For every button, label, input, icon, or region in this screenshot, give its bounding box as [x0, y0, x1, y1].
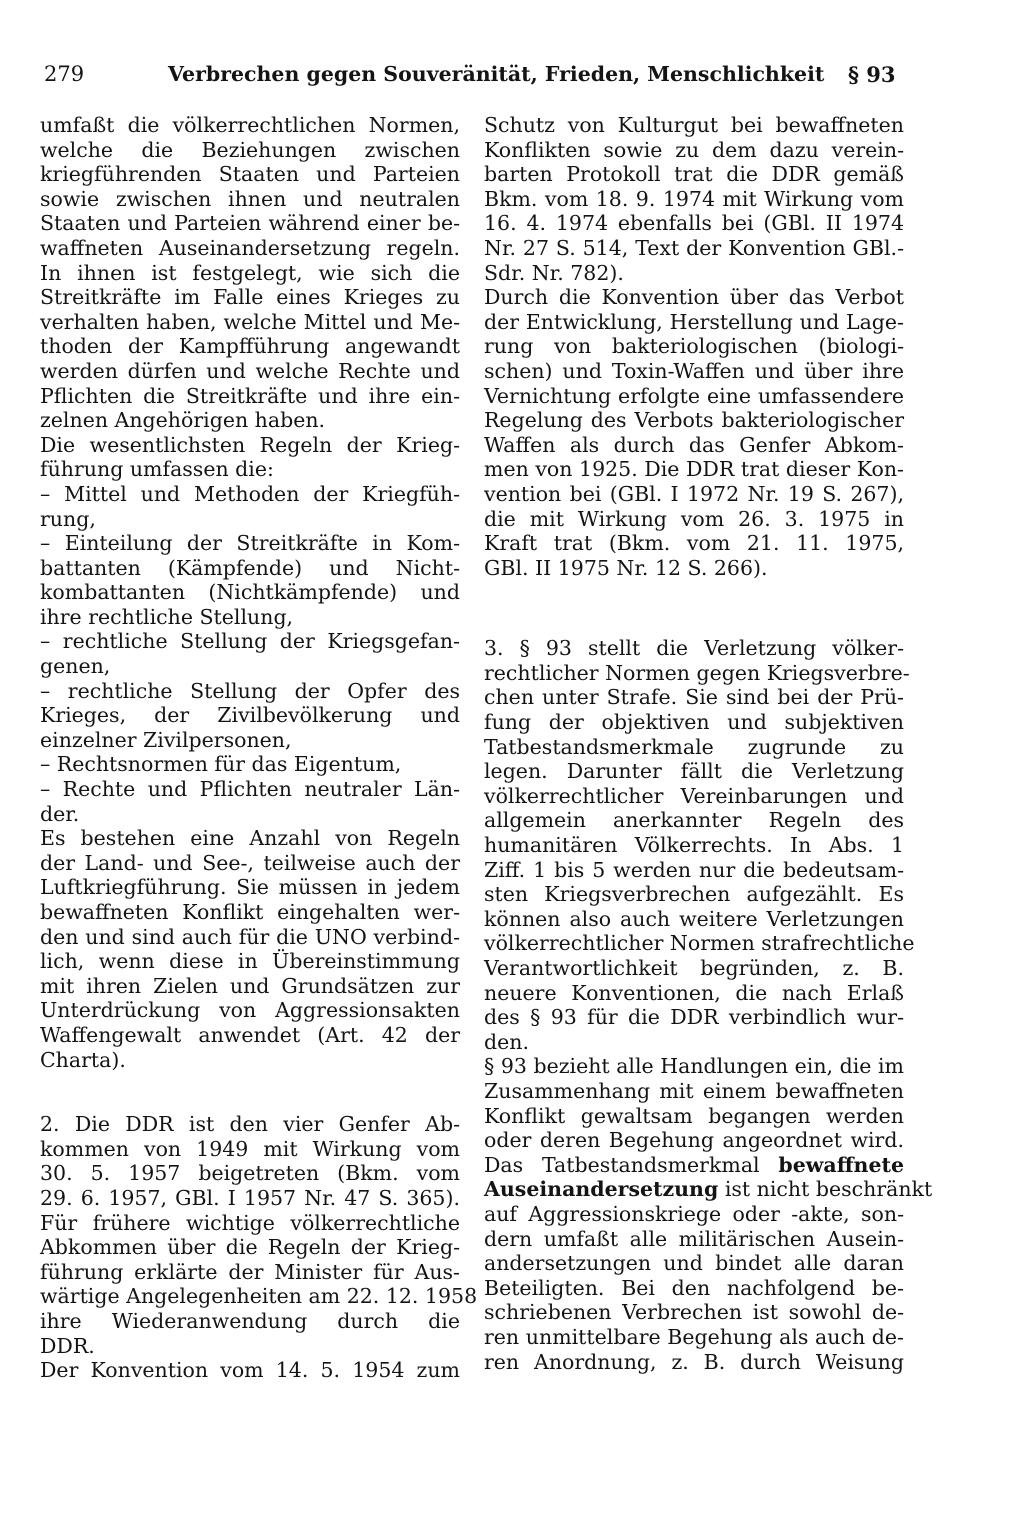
text-line: In ihnen ist festgelegt, wie sich die: [40, 260, 460, 285]
text-line: Schutz von Kulturgut bei bewaffneten: [484, 113, 904, 137]
text-line: schriebenen Verbrechen ist sowohl de-: [484, 1300, 904, 1325]
page-header: [0, 62, 1024, 92]
list-item-line: der.: [40, 801, 80, 826]
paragraph-gap: [40, 1072, 460, 1112]
text-line: Staaten und Parteien während einer be-: [40, 211, 460, 236]
text-line: Verantwortlichkeit begründen, z. B.: [484, 956, 904, 980]
text-line: Durch die Konvention über das Verbot: [484, 285, 904, 310]
list-item-line: – Rechtsnormen für das Eigentum,: [40, 752, 402, 777]
text-line: Tatbestandsmerkmale zugrunde zu: [484, 734, 904, 759]
text-line: 29. 6. 1957, GBl. I 1957 Nr. 47 S. 365).: [40, 1185, 460, 1210]
text-line: Sdr. Nr. 782).: [484, 260, 624, 285]
right-column: [484, 113, 933, 1374]
text-fragment: Das Tatbestandsmerkmal: [484, 1152, 760, 1177]
text-line: waffneten Auseinandersetzung regeln.: [40, 235, 460, 260]
text-line: Luftkriegführung. Sie müssen in jedem: [40, 875, 460, 900]
text-line: der Land- und See-, teilweise auch der: [40, 850, 460, 875]
text-line: mit ihren Zielen und Grundsätzen zur: [40, 973, 460, 998]
text-line: umfaßt die völkerrechtlichen Normen,: [40, 113, 460, 137]
text-line: oder deren Begehung angeordnet wird.: [484, 1128, 904, 1153]
text-fragment: ist nicht beschränkt: [724, 1177, 933, 1202]
text-line: Streitkräfte im Falle eines Krieges zu: [40, 285, 460, 310]
text-line: bewaffneten Konflikt eingehalten wer-: [40, 900, 460, 924]
text-line: DDR.: [40, 1333, 95, 1358]
text-line: sowie zwischen ihnen und neutralen: [40, 186, 460, 211]
text-line: thoden der Kampfführung angewandt: [40, 334, 460, 359]
text-line: Bkm. vom 18. 9. 1974 mit Wirkung vom: [484, 186, 904, 211]
text-line: führung umfassen die:: [40, 457, 274, 482]
text-line: völkerrechtlicher Normen strafrechtliche: [484, 931, 915, 956]
list-item-line: battanten (Kämpfende) und Nicht-: [40, 555, 460, 580]
list-item-line: rung,: [40, 506, 96, 531]
text-line: kriegführenden Staaten und Parteien: [40, 162, 460, 187]
text-line: GBl. II 1975 Nr. 12 S. 266).: [484, 555, 768, 580]
text-line: Vernichtung erfolgte eine umfassendere: [484, 383, 904, 408]
text-line: des § 93 für die DDR verbindlich wur-: [484, 1005, 904, 1030]
text-line: lich, wenn diese in Übereinstimmung: [40, 949, 460, 974]
list-item-line: – Einteilung der Streitkräfte in Kom-: [40, 531, 460, 556]
text-line: rechtlicher Normen gegen Kriegsverbre-: [484, 660, 910, 685]
text-line: vention bei (GBl. I 1972 Nr. 19 S. 267),: [484, 481, 904, 506]
text-line: Kraft trat (Bkm. vom 21. 11. 1975,: [484, 531, 904, 556]
text-line: men von 1925. Die DDR trat dieser Kon-: [484, 457, 904, 482]
text-line: legen. Darunter fällt die Verletzung: [484, 759, 904, 784]
text-line: Der Konvention vom 14. 5. 1954 zum: [40, 1358, 460, 1383]
text-line: Es bestehen eine Anzahl von Regeln: [40, 826, 460, 851]
text-line: chen unter Strafe. Sie sind bei der Prü-: [484, 685, 904, 710]
left-column: [40, 113, 478, 1383]
text-line: rung von bakteriologischen (biologi-: [484, 334, 904, 359]
text-line: ihre Wiederanwendung durch die: [40, 1308, 460, 1333]
text-line: Waffengewalt anwendet (Art. 42 der: [40, 1022, 460, 1047]
text-line: können also auch weitere Verletzungen: [484, 906, 904, 931]
text-line: Unterdrückung von Aggressionsakten: [40, 998, 460, 1023]
text-line: Charta).: [40, 1047, 126, 1072]
text-line: den.: [484, 1029, 529, 1054]
text-line: Abkommen über die Regeln der Krieg-: [40, 1235, 460, 1260]
text-line: § 93 bezieht alle Handlungen ein, die im: [484, 1054, 904, 1079]
section-3-first-line: 3. § 93 stellt die Verletzung völker-: [484, 636, 904, 661]
paragraph-gap: [484, 620, 904, 636]
text-line: welche die Beziehungen zwischen: [40, 137, 460, 162]
text-line: Regelung des Verbots bakteriologischer: [484, 408, 904, 433]
text-line: werden dürfen und welche Rechte und: [40, 358, 460, 383]
text-line: führung erklärte der Minister für Aus-: [40, 1259, 460, 1284]
bold-term: Auseinandersetzung: [484, 1177, 719, 1202]
list-item-line: – Rechte und Pflichten neutraler Län-: [40, 777, 460, 802]
text-line: den und sind auch für die UNO verbind-: [40, 924, 460, 949]
mixed-bold-line: [484, 1153, 904, 1178]
section-mark: § 93: [848, 62, 896, 87]
text-line: die mit Wirkung vom 26. 3. 1975 in: [484, 506, 904, 531]
running-title: Verbrechen gegen Souveränität, Frieden, Menschlichkeit: [168, 62, 825, 86]
list-item-line: ihre rechtliche Stellung,: [40, 604, 294, 629]
text-line: Nr. 27 S. 514, Text der Konvention GBl.-: [484, 235, 904, 260]
list-item-line: – rechtliche Stellung der Opfer des: [40, 678, 460, 703]
text-line: Die wesentlichsten Regeln der Krieg-: [40, 432, 460, 457]
list-item-line: – rechtliche Stellung der Kriegsgefan-: [40, 629, 460, 654]
list-item-line: Krieges, der Zivilbevölkerung und: [40, 703, 460, 728]
list-item-line: einzelner Zivilpersonen,: [40, 727, 292, 752]
text-line: schen) und Toxin-Waffen und über ihre: [484, 358, 904, 383]
text-line: verhalten haben, welche Mittel und Me-: [40, 309, 460, 334]
paragraph-gap: [484, 580, 904, 620]
text-line: Pflichten die Streitkräfte und ihre ein-: [40, 383, 460, 408]
text-line: Zusammenhang mit einem bewaffneten: [484, 1078, 904, 1103]
text-line: der Entwicklung, Herstellung und Lage-: [484, 309, 904, 334]
text-line: Waffen als durch das Genfer Abkom-: [484, 432, 904, 457]
text-line: neuere Konventionen, die nach Erlaß: [484, 980, 904, 1005]
text-line: Für frühere wichtige völkerrechtliche: [40, 1210, 460, 1235]
list-item-line: genen,: [40, 654, 111, 679]
text-line: Konflikt gewaltsam begangen werden: [484, 1103, 904, 1128]
text-line: Konflikten sowie zu dem dazu verein-: [484, 137, 904, 162]
text-line: 30. 5. 1957 beigetreten (Bkm. vom: [40, 1161, 460, 1186]
text-line: auf Aggressionskriege oder -akte, son-: [484, 1201, 904, 1226]
text-line: wärtige Angelegenheiten am 22. 12. 1958: [40, 1284, 478, 1309]
text-line: sten Kriegsverbrechen aufgezählt. Es: [484, 882, 904, 907]
mixed-bold-line: [484, 1177, 933, 1202]
text-line: humanitären Völkerrechts. In Abs. 1: [484, 833, 904, 858]
text-line: völkerrechtlicher Vereinbarungen und: [484, 783, 904, 808]
list-item-line: – Mittel und Methoden der Kriegfüh-: [40, 481, 460, 506]
list-item-line: kombattanten (Nichtkämpfende) und: [40, 580, 460, 605]
text-line: ren Anordnung, z. B. durch Weisung: [484, 1349, 904, 1374]
section-2-first-line: 2. Die DDR ist den vier Genfer Ab-: [40, 1112, 460, 1137]
text-line: allgemein anerkannter Regeln des: [484, 808, 904, 833]
text-line: ren unmittelbare Begehung als auch de-: [484, 1324, 904, 1349]
text-line: 16. 4. 1974 ebenfalls bei (GBl. II 1974: [484, 211, 904, 236]
text-line: barten Protokoll trat die DDR gemäß: [484, 162, 904, 187]
text-line: kommen von 1949 mit Wirkung vom: [40, 1136, 460, 1161]
text-line: Ziff. 1 bis 5 werden nur die bedeutsam-: [484, 857, 904, 882]
text-line: andersetzungen und bindet alle daran: [484, 1251, 904, 1276]
text-line: fung der objektiven und subjektiven: [484, 710, 904, 735]
text-line: Beteiligten. Bei den nachfolgend be-: [484, 1275, 904, 1300]
text-line: dern umfaßt alle militärischen Ausein-: [484, 1226, 904, 1251]
page-number: 279: [44, 62, 85, 86]
text-line: zelnen Angehörigen haben.: [40, 408, 326, 433]
bold-term: bewaffnete: [778, 1152, 904, 1177]
